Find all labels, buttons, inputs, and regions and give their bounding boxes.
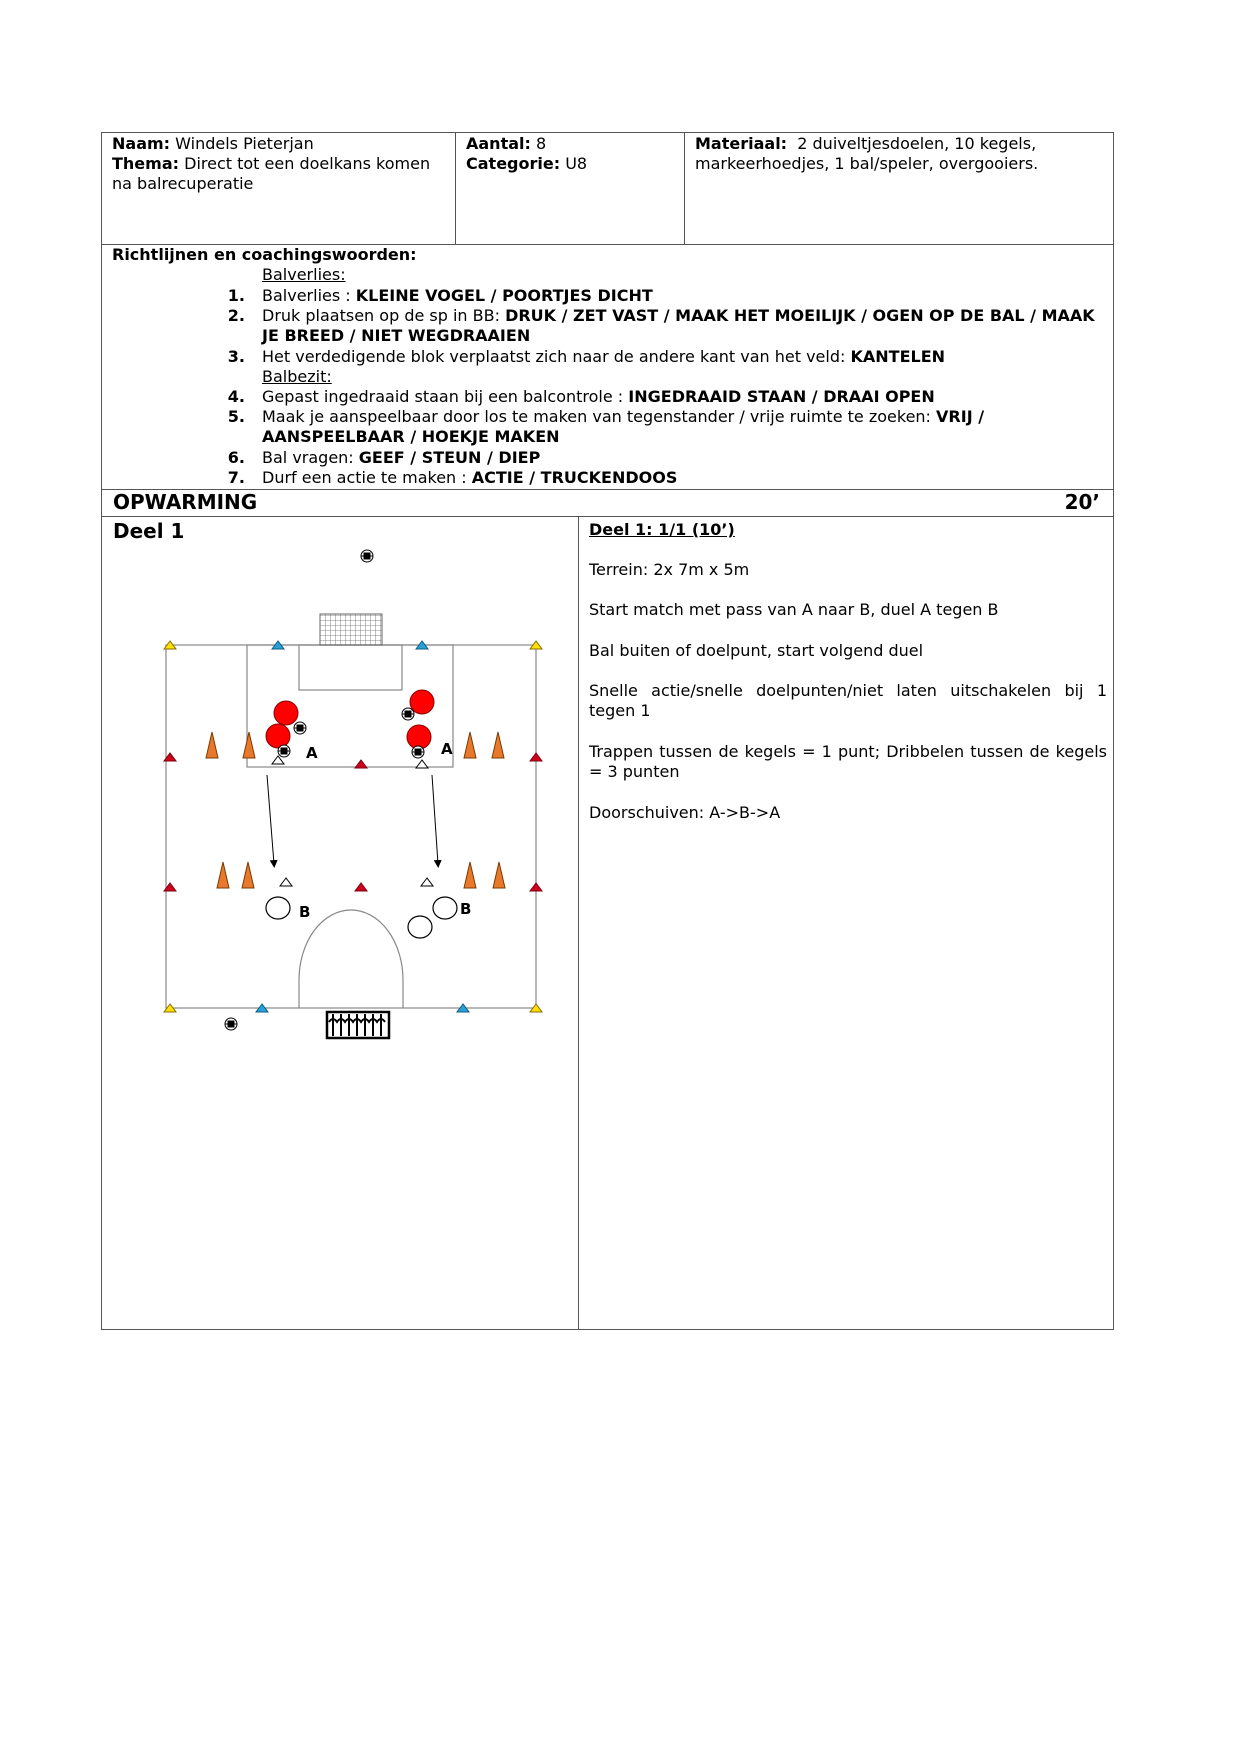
item-7-text: Durf een actie te maken : — [262, 468, 472, 487]
item-6-num: 6. — [227, 448, 245, 467]
item-6-text: Bal vragen: — [262, 448, 359, 467]
players-white — [266, 897, 457, 938]
thema-label: Thema: — [112, 154, 180, 173]
item-4-bold: INGEDRAAID STAAN / DRAAI OPEN — [628, 387, 935, 406]
label-b-right: B — [460, 900, 472, 918]
markers-blue — [256, 641, 472, 1012]
item-5-text: Maak je aanspeelbaar door los te maken van tegenstander / vrije ruimte te zoeken: — [262, 407, 937, 426]
markers-yellow — [164, 641, 542, 1012]
item-6-bold: GEEF / STEUN / DIEP — [358, 448, 541, 467]
left-title: Deel 1 — [113, 519, 185, 543]
aantal-value: 8 — [536, 134, 547, 153]
item-2-num: 2. — [227, 306, 245, 325]
right-line-4: Snelle actie/snelle doelpunten/niet laten uitschakelen bij 1 tegen 1 — [589, 681, 1107, 720]
right-line-5: Trappen tussen de kegels = 1 punt; Dribbelen tussen de kegels = 3 punten — [589, 742, 1107, 781]
right-line-2: Start match met pass van A naar B, duel A tegen B — [589, 600, 999, 619]
naam-value: Windels Pieterjan — [175, 134, 314, 153]
item-2-text: Druk plaatsen op de sp in BB: — [262, 306, 506, 325]
aantal-label: Aantal: — [466, 134, 531, 153]
balverlies-heading: Balverlies: — [262, 265, 346, 284]
label-a-right: A — [441, 740, 453, 758]
pass-arrows — [267, 775, 438, 864]
field-outline — [166, 645, 536, 1008]
item-3-text: Het verdedigende blok verplaatst zich naar de andere kant van het veld: — [262, 347, 851, 366]
label-a-left: A — [306, 744, 318, 762]
right-line-3: Bal buiten of doelpunt, start volgend duel — [589, 641, 924, 660]
item-7-num: 7. — [227, 468, 245, 487]
section-time: 20’ — [1064, 490, 1100, 514]
item-1-num: 1. — [227, 286, 245, 305]
item-7-bold: ACTIE / TRUCKENDOOS — [471, 468, 678, 487]
section-title: OPWARMING — [113, 490, 258, 514]
item-1-bold: KLEINE VOGEL / POORTJES DICHT — [355, 286, 653, 305]
item-3-bold: KANTELEN — [850, 347, 946, 366]
item-4-num: 4. — [227, 387, 245, 406]
item-2-bold: DRUK / ZET VAST / MAAK HET MOEILIJK / OGEN OP DE BAL / MAAK JE BREED / NIET WEGDRAAIEN — [262, 306, 1095, 345]
materiaal-value: 2 duiveltjesdoelen, 10 kegels, markeerhoedjes, 1 bal/speler, overgooiers. — [695, 134, 1039, 173]
goal-top — [320, 614, 382, 645]
item-5-num: 5. — [227, 407, 245, 426]
item-1-text: Balverlies : — [262, 286, 356, 305]
categorie-label: Categorie: — [466, 154, 561, 173]
item-5-bold: VRIJ / AANSPEELBAAR / HOEKJE MAKEN — [262, 407, 985, 446]
right-title: Deel 1: 1/1 (10’) — [589, 520, 735, 539]
materiaal-label: Materiaal: — [695, 134, 788, 153]
label-b-left: B — [299, 903, 311, 921]
categorie-value: U8 — [565, 154, 588, 173]
item-4-text: Gepast ingedraaid staan bij een balcontrole : — [262, 387, 629, 406]
goal-box-top — [299, 645, 402, 690]
right-line-1: Terrein: 2x 7m x 5m — [589, 560, 750, 579]
cones-orange — [206, 732, 505, 888]
item-3-num: 3. — [227, 347, 245, 366]
right-line-6: Doorschuiven: A->B->A — [589, 803, 781, 822]
goal-arc-bottom — [299, 910, 403, 1008]
naam-label: Naam: — [112, 134, 171, 153]
balbezit-heading: Balbezit: — [262, 367, 332, 386]
thema-value: Direct tot een doelkans komen na balrecuperatie — [112, 154, 431, 193]
guidelines-title: Richtlijnen en coachingswoorden: — [112, 245, 417, 264]
markers-white — [272, 756, 433, 886]
